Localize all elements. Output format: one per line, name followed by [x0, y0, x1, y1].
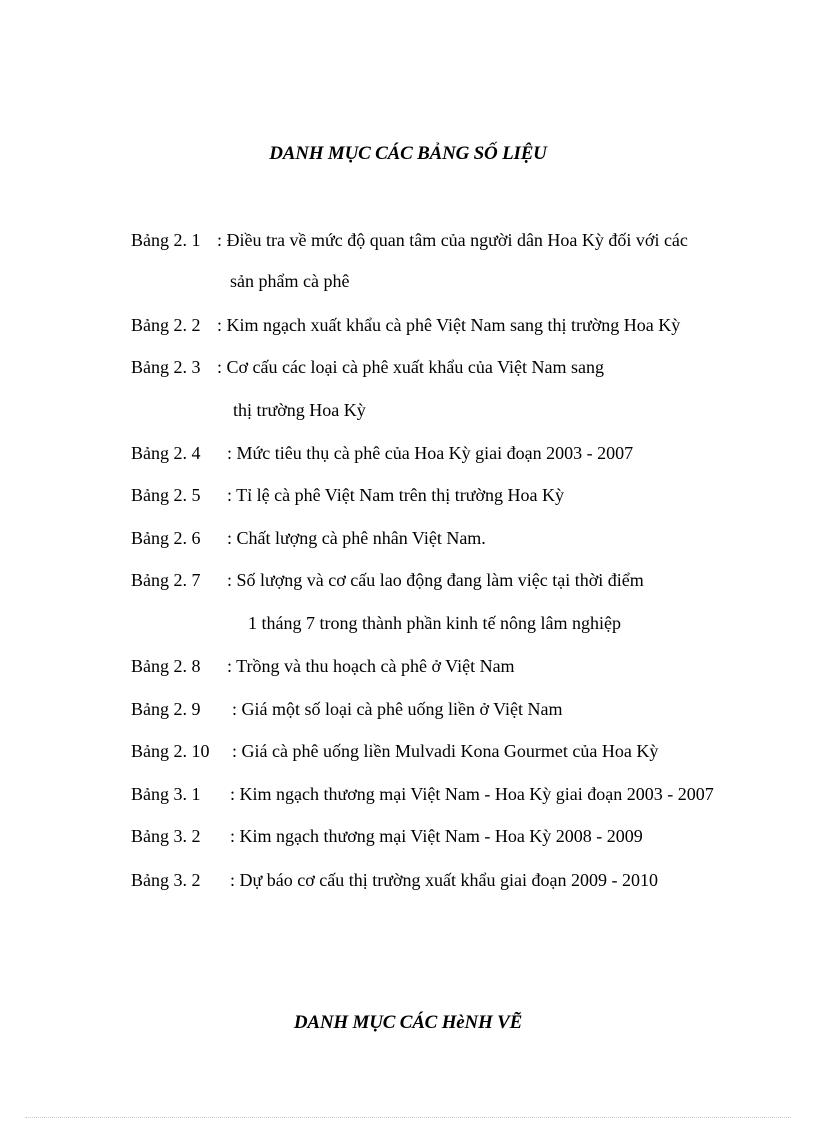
entry-continuation: sản phẩm cà phê: [230, 271, 350, 291]
entry-text: : Dự báo cơ cấu thị trường xuất khẩu giai đoạn 2009 - 2010: [230, 870, 658, 890]
entry-label: Bảng 2. 2: [131, 315, 201, 335]
entry-text: : Kim ngạch thương mại Việt Nam - Hoa Kỳ 2008 - 2009: [230, 826, 643, 846]
entry-text: : Trồng và thu hoạch cà phê ở Việt Nam: [227, 656, 515, 676]
page-bottom-divider: [25, 1117, 791, 1118]
entry-text: : Kim ngạch thương mại Việt Nam - Hoa Kỳ giai đoạn 2003 - 2007: [230, 784, 714, 804]
entry-text: : Tỉ lệ cà phê Việt Nam trên thị trường Hoa Kỳ: [227, 485, 564, 505]
tables-list-heading: DANH MỤC CÁC BẢNG SỐ LIỆU: [269, 143, 547, 164]
entry-label: Bảng 3. 1: [131, 784, 201, 804]
entry-text: : Mức tiêu thụ cà phê của Hoa Kỳ giai đoạn 2003 - 2007: [227, 443, 634, 463]
entry-text: : Điều tra về mức độ quan tâm của người dân Hoa Kỳ đối với các: [217, 230, 688, 250]
entry-text: : Kim ngạch xuất khẩu cà phê Việt Nam sang thị trường Hoa Kỳ: [217, 315, 681, 335]
entry-label: Bảng 2. 9: [131, 699, 201, 719]
entry-text: : Giá cà phê uống liền Mulvadi Kona Gourmet của Hoa Kỳ: [232, 741, 659, 761]
entry-label: Bảng 3. 2: [131, 826, 201, 846]
entry-continuation: thị trường Hoa Kỳ: [233, 400, 366, 420]
entry-text: : Số lượng và cơ cấu lao động đang làm việc tại thời điểm: [227, 570, 644, 590]
entry-label: Bảng 2. 1: [131, 230, 201, 250]
entry-label: Bảng 2. 3: [131, 357, 201, 377]
entry-label: Bảng 2. 6: [131, 528, 201, 548]
entry-text: : Chất lượng cà phê nhân Việt Nam.: [227, 528, 486, 548]
entry-label: Bảng 2. 8: [131, 656, 201, 676]
entry-continuation: 1 tháng 7 trong thành phần kinh tế nông lâm nghiệp: [248, 613, 621, 633]
entry-label: Bảng 2. 5: [131, 485, 201, 505]
entry-label: Bảng 2. 7: [131, 570, 201, 590]
entry-label: Bảng 2. 10: [131, 741, 210, 761]
entry-label: Bảng 3. 2: [131, 870, 201, 890]
entry-text: : Giá một số loại cà phê uống liền ở Việt Nam: [232, 699, 563, 719]
entry-text: : Cơ cấu các loại cà phê xuất khẩu của Việt Nam sang: [217, 357, 604, 377]
entry-label: Bảng 2. 4: [131, 443, 201, 463]
figures-list-heading: DANH MỤC CÁC HèNH VẼ: [293, 1012, 523, 1033]
